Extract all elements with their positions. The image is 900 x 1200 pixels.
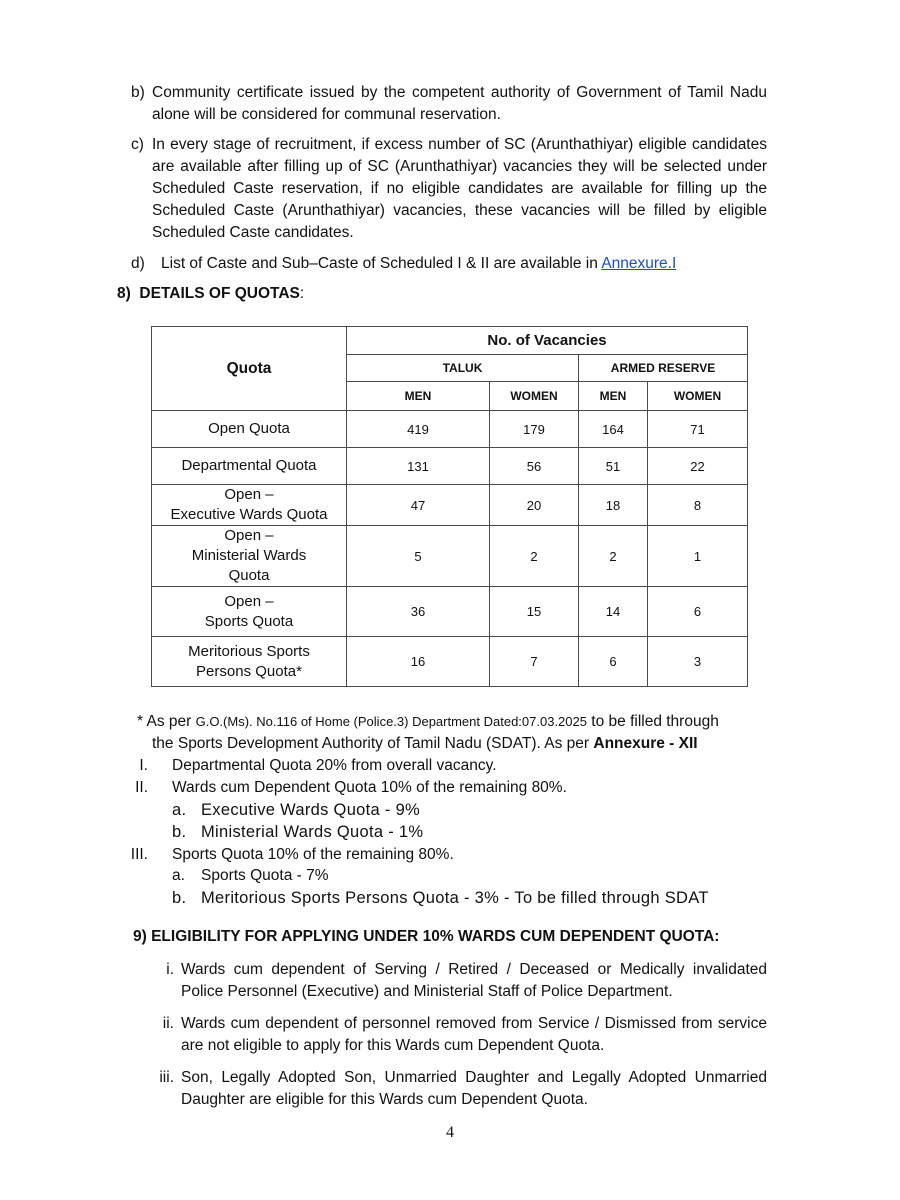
table-row	[152, 637, 748, 687]
taluk-men-header: MEN	[347, 382, 490, 411]
table-cell: 179	[490, 411, 579, 448]
table-row	[152, 526, 748, 587]
table-cell: 71	[648, 411, 748, 448]
taluk-women-header: WOMEN	[490, 382, 579, 411]
table-cell: 6	[579, 637, 648, 687]
page-number: 4	[446, 1124, 454, 1141]
sub-point-iii-b-text: Meritorious Sports Persons Quota - 3% - To be filled through SDAT	[201, 889, 709, 907]
eligibility-item-iii	[150, 1067, 767, 1111]
table-row	[152, 448, 748, 485]
point-i-number: I.	[139, 757, 148, 774]
table-cell: 1	[648, 526, 748, 587]
table-cell: 16	[347, 637, 490, 687]
table-cell: 419	[347, 411, 490, 448]
table-cell: 7	[490, 637, 579, 687]
quota-table	[151, 326, 748, 687]
table-cell: 164	[579, 411, 648, 448]
table-cell: 18	[579, 485, 648, 526]
row-label: Open Quota	[152, 411, 347, 448]
sub-point-iii-b-number: b.	[172, 889, 187, 907]
eligibility-item-iii-number: iii.	[159, 1069, 174, 1086]
armed-women-header: WOMEN	[648, 382, 748, 411]
table-row	[152, 485, 748, 526]
section-9-heading: 9) ELIGIBILITY FOR APPLYING UNDER 10% WARDS CUM DEPENDENT QUOTA:	[133, 928, 720, 945]
section-8-title: DETAILS OF QUOTAS	[139, 285, 300, 302]
note-rest-text: to be filled through	[586, 713, 719, 730]
sub-point-ii-b-number: b.	[172, 823, 187, 841]
eligibility-item-i	[150, 959, 767, 1003]
row-label: Open – Sports Quota	[152, 587, 347, 637]
point-iii-text: Sports Quota 10% of the remaining 80%.	[172, 846, 454, 863]
paragraph-d-label: d)	[131, 255, 145, 272]
table-cell: 47	[347, 485, 490, 526]
point-i-text: Departmental Quota 20% from overall vacancy.	[172, 757, 497, 774]
paragraph-b-text: Community certificate issued by the competent authority of Government of Tamil Nadu alone will be considered for communal reservation.	[152, 84, 767, 123]
section-8-heading	[117, 285, 304, 303]
paragraph-d	[131, 253, 767, 275]
table-cell: 6	[648, 587, 748, 637]
table-row	[152, 587, 748, 637]
armed-reserve-header: ARMED RESERVE	[579, 355, 748, 382]
table-cell: 5	[347, 526, 490, 587]
row-label: Open – Ministerial Wards Quota	[152, 526, 347, 587]
sub-point-iii-a-text: Sports Quota - 7%	[201, 867, 329, 884]
annexure-i-link[interactable]: Annexure.I	[601, 255, 677, 272]
eligibility-item-ii-text: Wards cum dependent of personnel removed from Service / Dismissed from service are not eligible to apply for this Wards cum Dependent Quota.	[181, 1015, 767, 1054]
note-line-1	[137, 711, 719, 733]
table-cell: 14	[579, 587, 648, 637]
table-cell: 22	[648, 448, 748, 485]
paragraph-c	[131, 134, 767, 244]
paragraph-c-label: c)	[131, 136, 144, 153]
table-cell: 131	[347, 448, 490, 485]
row-label: Meritorious Sports Persons Quota*	[152, 637, 347, 687]
point-ii-number: II.	[135, 779, 148, 796]
paragraph-b-label: b)	[131, 84, 145, 101]
note-annexure: Annexure - XII	[593, 735, 698, 752]
vacancies-header: No. of Vacancies	[347, 327, 748, 355]
row-label: Departmental Quota	[152, 448, 347, 485]
table-cell: 8	[648, 485, 748, 526]
eligibility-item-i-text: Wards cum dependent of Serving / Retired / Deceased or Medically invalidated Police Personnel (Executive) and Ministerial Staff of Police Department.	[181, 961, 767, 1000]
sub-point-ii-a-number: a.	[172, 801, 187, 819]
table-cell: 20	[490, 485, 579, 526]
note-line-2-text: the Sports Development Authority of Tamil Nadu (SDAT). As per	[152, 735, 594, 752]
point-ii-text: Wards cum Dependent Quota 10% of the remaining 80%.	[172, 779, 567, 796]
eligibility-item-ii	[150, 1013, 767, 1057]
sub-point-ii-b-text: Ministerial Wards Quota - 1%	[201, 823, 424, 841]
table-cell: 36	[347, 587, 490, 637]
row-label: Open – Executive Wards Quota	[152, 485, 347, 526]
table-cell: 15	[490, 587, 579, 637]
table-cell: 2	[490, 526, 579, 587]
table-row	[152, 411, 748, 448]
eligibility-item-ii-number: ii.	[162, 1015, 174, 1032]
armed-men-header: MEN	[579, 382, 648, 411]
note-line-2	[152, 733, 698, 755]
eligibility-item-i-number: i.	[166, 961, 174, 978]
note-go-reference: G.O.(Ms). No.116 of Home (Police.3) Department Dated:07.03.2025	[195, 714, 587, 729]
table-cell: 51	[579, 448, 648, 485]
eligibility-item-iii-text: Son, Legally Adopted Son, Unmarried Daughter and Legally Adopted Unmarried Daughter are eligible for this Wards cum Dependent Quota.	[181, 1069, 767, 1108]
sub-point-iii-a-number: a.	[172, 867, 185, 884]
point-iii-number: III.	[130, 846, 148, 863]
paragraph-d-text: List of Caste and Sub–Caste of Scheduled I & II are available in	[161, 255, 602, 272]
table-cell: 56	[490, 448, 579, 485]
taluk-header: TALUK	[347, 355, 579, 382]
paragraph-b	[131, 82, 767, 126]
quota-header: Quota	[152, 327, 347, 411]
paragraph-c-text: In every stage of recruitment, if excess number of SC (Arunthathiyar) eligible candidates are available after filling up of SC (Arunthathiyar) vacancies they will be selected under Scheduled Caste reservation, if no eligible candidates are available for filling up the Scheduled Caste (Arunthathiyar) vacancies, these vacancies will be filled by eligible Scheduled Caste candidates.	[152, 136, 767, 241]
sub-point-ii-a-text: Executive Wards Quota - 9%	[201, 801, 421, 819]
table-cell: 3	[648, 637, 748, 687]
table-cell: 2	[579, 526, 648, 587]
section-8-colon: :	[299, 285, 305, 302]
section-8-number: 8)	[117, 285, 131, 302]
note-star-text: * As per	[137, 713, 196, 730]
